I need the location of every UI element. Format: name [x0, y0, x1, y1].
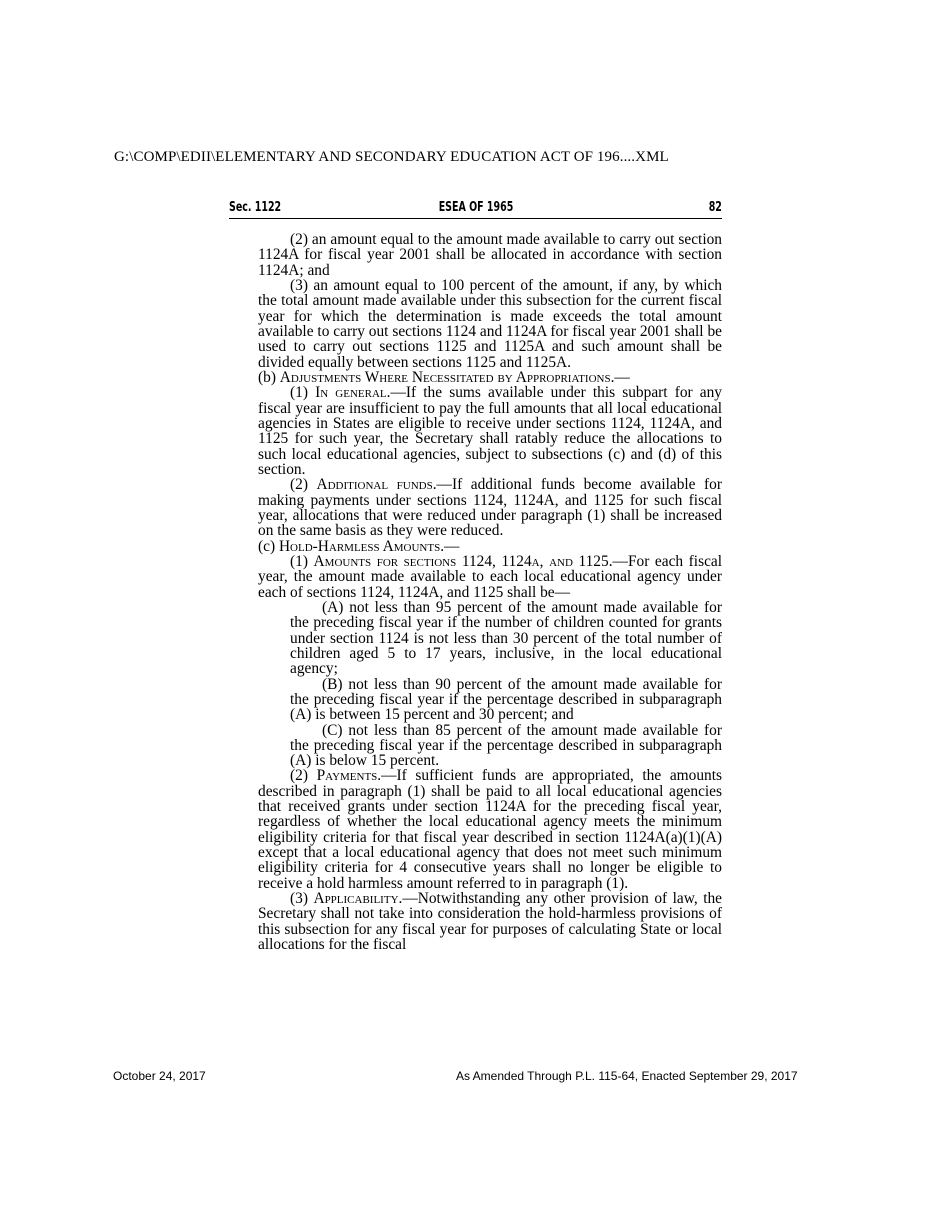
page-number: 82 — [708, 199, 722, 215]
paragraph-c2-text: If sufficient funds are appropriated, the amounts described in paragraph (1) shall be paid to all local educational agencies that received grants under section 1124A for the preceding fiscal year, regardless of whether the local educational agency meets the minimum eligibility criteria for that fiscal year described in section 1124A(a)(1)(A) except that a local educational agency that does not meet such minimum eligibility criteria for 4 consecutive years shall no longer be eligible to receive a hold harmless amount referred to in paragraph (1). — [258, 767, 722, 892]
paragraph-c3-prefix: (3) — [290, 890, 314, 908]
subsection-b-title: Adjustments Where Necessitated by Appropriations.— — [279, 368, 630, 386]
paragraph-c1 — [258, 554, 722, 600]
paragraph-c2 — [258, 768, 722, 891]
subsection-c-heading — [258, 539, 722, 554]
running-head-section: Sec. 1122 — [229, 199, 282, 215]
document-body — [258, 232, 722, 952]
paragraph-b2 — [258, 477, 722, 538]
paragraph-c1-heading: Amounts for sections 1124, 1124a, and 1125.— — [313, 552, 628, 570]
paragraph-c3-text: Notwithstanding any other provision of law, the Secretary shall not take into consideration the hold-harmless provisions of this subsection for any fiscal year for purposes of calculating State or local allocations for the fiscal — [258, 890, 723, 954]
paragraph-b1-heading: In general.— — [315, 384, 406, 402]
file-path-header: G:\COMP\EDII\ELEMENTARY AND SECONDARY EDUCATION ACT OF 196....XML — [114, 149, 669, 165]
subsection-b-heading — [258, 370, 722, 385]
paragraph-a2: (2) an amount equal to the amount made available to carry out section 1124A for fiscal year 2001 shall be allocated in accordance with section 1124A; and — [258, 231, 722, 279]
subparagraph-c1c: (C) not less than 85 percent of the amount made available for the preceding fiscal year if the percentage described in subparagraph (A) is below 15 percent. — [290, 721, 722, 770]
paragraph-a3: (3) an amount equal to 100 percent of the amount, if any, by which the total amount made available under this subsection for the current fiscal year for which the determination is made exceeds the total amount available to carry out sections 1124 and 1124A for fiscal year 2001 shall be used to carry out sections 1125 and 1125A and such amount shall be divided equally between sections 1125 and 1125A. — [258, 276, 722, 371]
subsection-b-prefix: (b) — [258, 368, 280, 386]
paragraph-c3-heading: Applicability.— — [313, 890, 418, 908]
paragraph-c1-text: For each fiscal year, the amount made available to each local educational agency under each of sections 1124, 1124A, and 1125 shall be— — [258, 552, 723, 601]
paragraph-c2-heading: Payments.— — [316, 767, 397, 785]
paragraph-c2-prefix: (2) — [290, 767, 317, 785]
paragraph-b2-text: If additional funds become available for making payments under sections 1124, 1124A, and 1125 for such fiscal year, allocations that were reduced under paragraph (1) shall be increased on the same basis as they were reduced. — [258, 476, 722, 540]
subparagraph-c1b: (B) not less than 90 percent of the amount made available for the preceding fiscal year if the percentage described in subparagraph (A) is between 15 percent and 30 percent; and — [290, 675, 722, 724]
paragraph-b1-prefix: (1) — [290, 384, 316, 402]
paragraph-b1 — [258, 385, 722, 477]
paragraph-b2-heading: Additional funds.— — [316, 476, 452, 494]
footer-date: October 24, 2017 — [113, 1069, 206, 1083]
subsection-c-prefix: (c) — [258, 537, 279, 555]
running-head — [229, 198, 722, 219]
paragraph-b1-text: If the sums available under this subpart for any fiscal year are insufficient to pay the full amounts that all local educational agencies in States are eligible to receive under sections 1124, 1124A, and 1125 for such year, the Secretary shall ratably reduce the allocations to such local educational agencies, subject to subsections (c) and (d) of this section. — [258, 384, 723, 478]
paragraph-c3 — [258, 891, 722, 952]
subsection-c-title: Hold-Harmless Amounts.— — [278, 537, 460, 555]
paragraph-c1-prefix: (1) — [290, 552, 314, 570]
paragraph-b2-prefix: (2) — [290, 476, 317, 494]
footer-amended-through: As Amended Through P.L. 115-64, Enacted September 29, 2017 — [456, 1069, 798, 1083]
subparagraph-c1a: (A) not less than 95 percent of the amount made available for the preceding fiscal year if the number of children counted for grants under section 1124 is not less than 30 percent of the total number of children aged 5 to 17 years, inclusive, in the local educational agency; — [290, 598, 722, 678]
running-head-title: ESEA OF 1965 — [438, 199, 513, 215]
